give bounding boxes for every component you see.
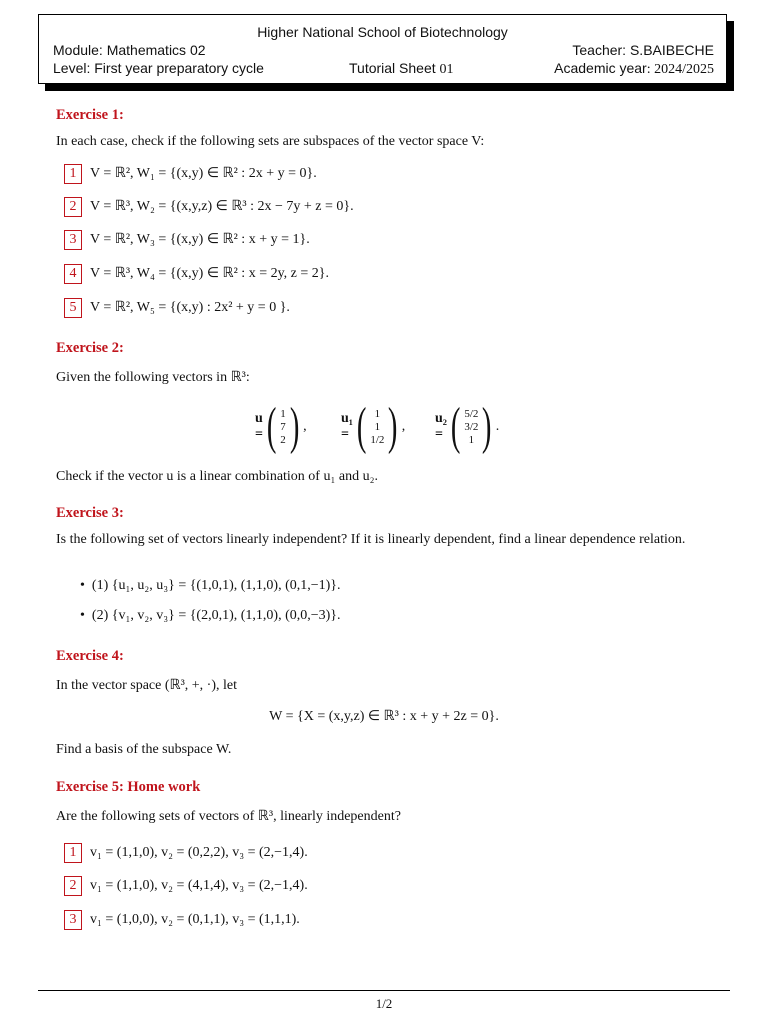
vector-u1-column: [370, 408, 384, 447]
level-label: Level: First year preparatory cycle: [53, 60, 264, 76]
item-number-box: 1: [64, 164, 82, 184]
year-label: [554, 60, 714, 78]
exercise-5-item: [64, 910, 300, 930]
bullet-text: (1) {u₁, u₂, u₃} = {(1,0,1), (1,1,0), (0,1,−1)}.: [91, 578, 341, 593]
sheet-text: Tutorial Sheet: [349, 60, 436, 76]
item-text: V = ℝ³, W₄ = {(x,y) ∈ ℝ² : x = 2y, z = 2}.: [90, 266, 330, 281]
exercise-2-question: Check if the vector u is a linear combination of u₁ and u₂.: [56, 469, 378, 484]
vector-u1-label: u₁ =: [341, 411, 353, 442]
left-paren: (: [356, 398, 367, 455]
exercise-5-intro: Are the following sets of vectors of ℝ³, linearly independent?: [56, 809, 401, 824]
left-paren: (: [450, 398, 461, 455]
exercise-5-item: [64, 843, 308, 863]
item-number-box: 1: [64, 843, 82, 863]
exercise-4-question: Find a basis of the subspace W.: [56, 742, 232, 757]
item-text: v₁ = (1,0,0), v₂ = (0,1,1), v₃ = (1,1,1).: [90, 912, 300, 927]
item-number-box: 3: [64, 910, 82, 930]
vector-u-label: u =: [255, 411, 263, 442]
year-value: : 2024/2025: [646, 62, 714, 77]
exercise-4-formula: W = {X = (x,y,z) ∈ ℝ³ : x + y + 2z = 0}.: [269, 709, 499, 724]
item-text: v₁ = (1,1,0), v₂ = (0,2,2), v₃ = (2,−1,4).: [90, 845, 308, 860]
school-name: Higher National School of Biotechnology: [257, 24, 508, 40]
exercise-1-item: [64, 298, 290, 318]
header-box: [38, 14, 727, 84]
item-text: V = ℝ², W₁ = {(x,y) ∈ ℝ² : 2x + y = 0}.: [90, 166, 317, 181]
item-number-box: 5: [64, 298, 82, 318]
vector-u1: u₁ = ( 1 1 1/2 ) ,: [341, 398, 406, 455]
page-number: 1/2: [375, 996, 393, 1011]
exercise-3-bullet: • (2) {v₁, v₂, v₃} = {(2,0,1), (1,1,0), (0,0,−3)}.: [80, 608, 341, 623]
left-paren: (: [266, 398, 277, 455]
right-paren: ): [289, 398, 300, 455]
vector-entry: 2: [280, 433, 286, 446]
sheet-label: [349, 60, 454, 78]
exercise-1-item: [64, 264, 329, 284]
exercise-3-bullet: • (1) {u₁, u₂, u₃} = {(1,0,1), (1,1,0), (0,1,−1)}.: [80, 578, 341, 593]
vector-u-column: [280, 408, 286, 447]
vector-entry: 3/2: [464, 420, 479, 433]
item-text: v₁ = (1,1,0), v₂ = (4,1,4), v₃ = (2,−1,4).: [90, 878, 308, 893]
exercise-2-intro: Given the following vectors in ℝ³:: [56, 370, 250, 385]
item-number-box: 2: [64, 197, 82, 217]
year-label-text: Academic year: [554, 60, 647, 76]
vector-entry: 1: [374, 420, 381, 433]
vector-u2-label: u₂ =: [435, 411, 447, 442]
item-text: V = ℝ³, W₂ = {(x,y,z) ∈ ℝ³ : 2x − 7y + z = 0}.: [90, 199, 354, 214]
exercise-5-item: [64, 876, 308, 896]
exercise-1-item: [64, 164, 317, 184]
item-text: V = ℝ², W₅ = {(x,y) : 2x² + y = 0 }.: [90, 300, 290, 315]
exercise-4-intro: In the vector space (ℝ³, +, ·), let: [56, 678, 237, 693]
item-number-box: 3: [64, 230, 82, 250]
exercise-1-intro: In each case, check if the following sets are subspaces of the vector space V:: [56, 134, 485, 149]
exercise-1-title: Exercise 1:: [56, 107, 124, 123]
vector-entry: 1: [468, 433, 475, 446]
exercise-3-title: Exercise 3:: [56, 505, 124, 521]
teacher-label: Teacher: S.BAIBECHE: [572, 42, 714, 58]
item-number-box: 2: [64, 876, 82, 896]
vector-entry: 1: [374, 407, 381, 420]
exercise-1-item: [64, 197, 354, 217]
right-paren: ): [388, 398, 398, 455]
vector-entry: 5/2: [464, 407, 479, 420]
vector-entry: 1: [280, 407, 286, 420]
exercise-1-item: [64, 230, 310, 250]
right-paren: ): [482, 398, 492, 455]
vector-u: u = ( 1 7 2 ) ,: [255, 398, 307, 455]
bullet-text: (2) {v₁, v₂, v₃} = {(2,0,1), (1,1,0), (0,0,−3)}.: [91, 608, 341, 623]
item-number-box: 4: [64, 264, 82, 284]
exercise-4-title: Exercise 4:: [56, 648, 124, 664]
vector-u2: u₂ = ( 5/2 3/2 1 ) .: [435, 398, 500, 455]
module-label: Module: Mathematics 02: [53, 42, 206, 58]
item-text: V = ℝ², W₃ = {(x,y) ∈ ℝ² : x + y = 1}.: [90, 232, 310, 247]
exercise-3-intro: Is the following set of vectors linearly independent? If it is linearly dependent, find a linear dependence relation.: [56, 532, 686, 547]
exercise-2-title: Exercise 2:: [56, 340, 124, 356]
sheet-number: 01: [439, 62, 454, 77]
vector-entry: 1/2: [370, 433, 385, 446]
vector-entry: 7: [280, 420, 286, 433]
vector-u2-column: [464, 408, 478, 447]
exercise-5-title: Exercise 5: Home work: [56, 779, 201, 795]
footer-divider: [38, 990, 730, 991]
